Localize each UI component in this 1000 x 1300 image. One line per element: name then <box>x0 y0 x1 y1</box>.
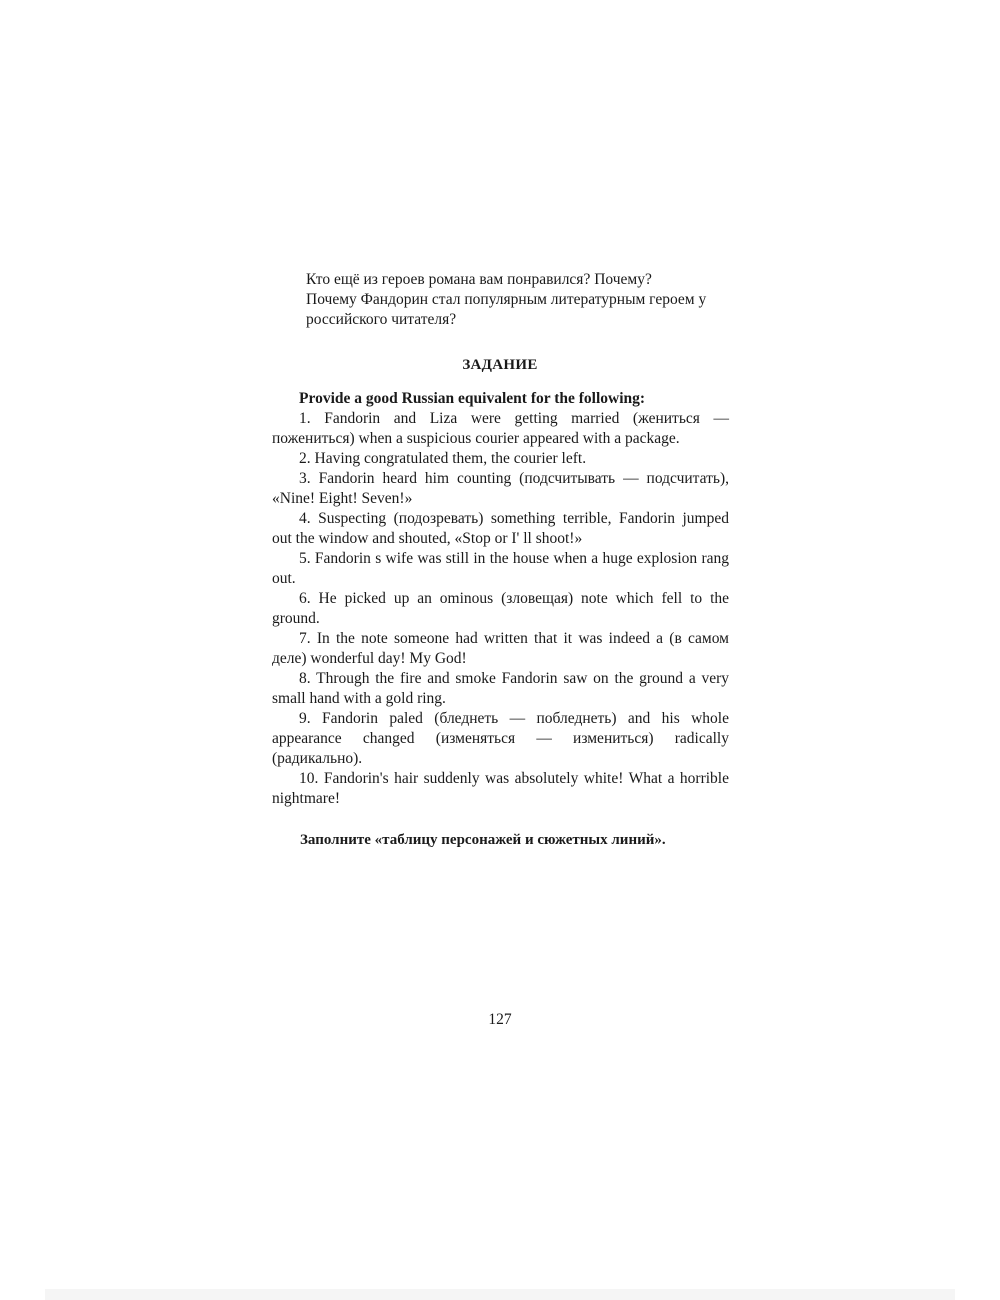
discussion-questions <box>306 270 731 330</box>
question-2: Почему Фандорин стал популярным литературным героем у российского читателя? <box>306 291 707 328</box>
exercise-item: 10. Fandorin's hair suddenly was absolutely white! What a horrible nightmare! <box>272 770 729 807</box>
fill-table-task: Заполните «таблицу персонажей и сюжетных линий». <box>300 832 666 848</box>
exercise-item: 2. Having congratulated them, the courier left. <box>299 450 587 467</box>
bottom-edge-strip <box>45 1289 955 1300</box>
translation-exercise <box>272 389 729 809</box>
section-heading: ЗАДАНИЕ <box>462 357 538 373</box>
page-number: 127 <box>488 1011 512 1028</box>
exercise-instruction: Provide a good Russian equivalent for the following: <box>299 390 646 407</box>
exercise-item: 5. Fandorin s wife was still in the house when a huge explosion rang out. <box>272 550 729 587</box>
exercise-item: 1. Fandorin and Liza were getting married (жениться — пожениться) when a suspicious courier appeared with a package. <box>272 410 729 447</box>
exercise-item: 4. Suspecting (подозревать) something terrible, Fandorin jumped out the window and shouted, «Stop or I' ll shoot!» <box>272 510 729 547</box>
exercise-item: 9. Fandorin paled (бледнеть — побледнеть) and his whole appearance changed (изменяться — измениться) radically (радикально). <box>272 710 729 767</box>
exercise-item: 3. Fandorin heard him counting (подсчитывать — подсчитать), «Nine! Eight! Seven!» <box>272 470 729 507</box>
exercise-item: 6. He picked up an ominous (зловещая) note which fell to the ground. <box>272 590 729 627</box>
exercise-item: 7. In the note someone had written that it was indeed a (в самом деле) wonderful day! My God! <box>272 630 729 667</box>
question-1: Кто ещё из героев романа вам понравился? Почему? <box>306 271 652 288</box>
exercise-item: 8. Through the fire and smoke Fandorin saw on the ground a very small hand with a gold ring. <box>272 670 729 707</box>
